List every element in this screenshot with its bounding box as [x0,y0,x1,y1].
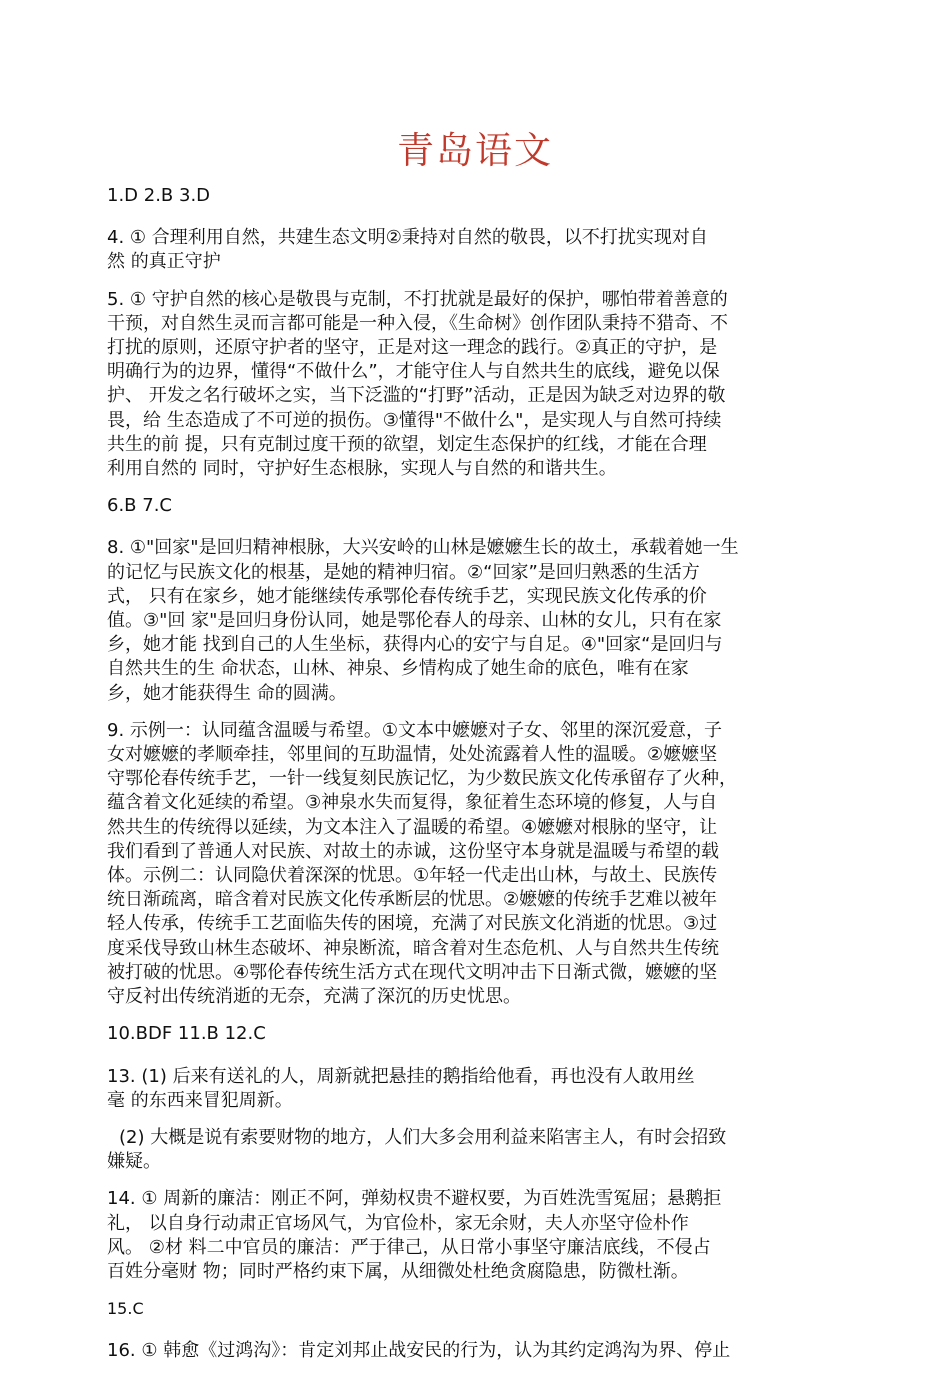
answer-line: 风。 ②材 料二中官员的廉洁：严于律己，从日常小事坚守廉洁底线，不侵占 [107,1236,711,1258]
answer-line: 统日渐疏离，暗含着对民族文化传承断层的忧思。②嬷嬷的传统手艺难以被年 [107,889,718,911]
answer-line: 蕴含着文化延续的希望。③神泉水失而复得，象征着生态环境的修复，人与自 [107,792,718,814]
answer-line: 明确行为的边界，懂得“不做什么”，才能守住人与自然共生的底线，避免以保 [107,361,720,383]
answer-1-3 [107,184,825,208]
answer-line: 乡，她才能获得生 命的圆满。 [107,682,347,704]
answer-10-12 [107,1022,825,1046]
answer-line: 值。③"回 家"是回归身份认同，她是鄂伦春人的母亲、山林的女儿，只有在家 [107,610,722,632]
answer-line: 然共生的传统得以延续，为文本注入了温暖的希望。④嬷嬷对根脉的坚守，让 [107,816,718,838]
answer-line: 4. ① 合理利用自然，共建生态文明②秉持对自然的敬畏，以不打扰实现对自 [107,227,708,249]
answer-13-1 [107,1065,825,1113]
answer-line: 守反衬出传统消逝的无奈，充满了深沉的历史忧思。 [107,986,521,1008]
answer-line: 然 的真正守护 [107,251,221,273]
document-title: 青岛语文 [397,129,553,172]
answer-line: 礼， 以自身行动肃正官场风气，为官俭朴，家无余财，夫人亦坚守俭朴作 [107,1212,689,1234]
answer-line: 毫 的东西来冒犯周新。 [107,1089,293,1111]
answer-line: 式， 只有在家乡，她才能继续传承鄂伦春传统手艺，实现民族文化传承的价 [107,585,707,607]
answer-line: 16. ① 韩愈《过鸿沟》：肯定刘邦止战安民的行为，认为其约定鸿沟为界、停止 [107,1340,731,1362]
answer-8 [107,536,825,705]
answer-line: 女对嬷嬷的孝顺牵挂，邻里间的互助温情，处处流露着人性的温暖。②嬷嬷坚 [107,744,718,766]
answer-line: 的记忆与民族文化的根基，是她的精神归宿。②“回家”是回归熟悉的生活方 [107,561,700,583]
answer-16 [107,1339,825,1363]
answer-line: 利用自然的 同时，守护好生态根脉，实现人与自然的和谐共生。 [107,458,617,480]
answer-line: 乡，她才能 找到自己的人生坐标，获得内心的安宁与自足。④"回家“是回归与 [107,634,723,656]
answer-line: 6.B 7.C [107,495,172,517]
answer-line: 百姓分毫财 物；同时严格约束下属，从细微处杜绝贪腐隐患，防微杜渐。 [107,1260,689,1282]
answer-line: 9. 示例一：认同蕴含温暖与希望。①文本中嬷嬷对子女、邻里的深沉爱意，子 [107,719,723,741]
answer-4 [107,226,825,274]
answer-line: 轻人传承，传统手工艺面临失传的困境，充满了对民族文化消逝的忧思。③过 [107,913,718,935]
answer-line: (2) 大概是说有索要财物的地方，人们大多会用利益来陷害主人，有时会招致 [119,1126,727,1148]
answer-line: 8. ①"回家"是回归精神根脉，大兴安岭的山林是嬷嬷生长的故土，承载着她一生 [107,537,739,559]
answer-line: 畏，给 生态造成了不可逆的损伤。③懂得"不做什么"，是实现人与自然可持续 [107,409,722,431]
answer-line: 15.C [107,1299,144,1319]
answer-line: 度采伐导致山林生态破坏、神泉断流，暗含着对生态危机、人与自然共生传统 [107,937,719,959]
answer-line: 共生的前 提，只有克制过度干预的欲望，划定生态保护的红线，才能在合理 [107,433,707,455]
answer-line: 10.BDF 11.B 12.C [107,1023,266,1045]
answer-line: 我们看到了普通人对民族、对故土的赤诚，这份坚守本身就是温暖与希望的载 [107,840,719,862]
answer-6-7 [107,494,825,518]
answer-line: 打扰的原则，还原守护者的坚守，正是对这一理念的践行。②真正的守护，是 [107,337,718,359]
answer-5 [107,288,825,482]
answer-line: 守鄂伦春传统手艺，一针一线复刻民族记忆，为少数民族文化传承留存了火种， [107,768,737,790]
answer-line: 被打破的忧思。④鄂伦春传统生活方式在现代文明冲击下日渐式微，嬷嬷的坚 [107,961,718,983]
answer-line: 1.D 2.B 3.D [107,185,211,206]
answer-content [107,184,825,1377]
answer-line: 13. (1) 后来有送礼的人，周新就把悬挂的鹅指给他看，再也没有人敢用丝 [107,1065,695,1087]
answer-line: 嫌疑。 [107,1151,161,1173]
answer-line: 自然共生的生 命状态，山林、神泉、乡情构成了她生命的底色，唯有在家 [107,658,689,680]
answer-line: 体。示例二：认同隐伏着深深的忧思。①年轻一代走出山林，与故土、民族传 [107,865,718,887]
answer-line: 护、 开发之名行破坏之实，当下泛滥的“打野”活动，正是因为缺乏对边界的敬 [107,385,726,407]
answer-line: 干预，对自然生灵而言都可能是一种入侵，《生命树》创作团队秉持不猎奇、不 [107,312,728,334]
answer-line: 5. ① 守护自然的核心是敬畏与克制，不打扰就是最好的保护，哪怕带着善意的 [107,288,728,310]
answer-line: 14. ① 周新的廉洁：刚正不阿，弹劾权贵不避权要，为百姓洗雪冤屈；悬鹅拒 [107,1188,722,1210]
answer-14 [107,1187,825,1284]
answer-9 [107,719,825,1009]
answer-15 [107,1297,825,1321]
answer-13-2 [107,1126,825,1174]
